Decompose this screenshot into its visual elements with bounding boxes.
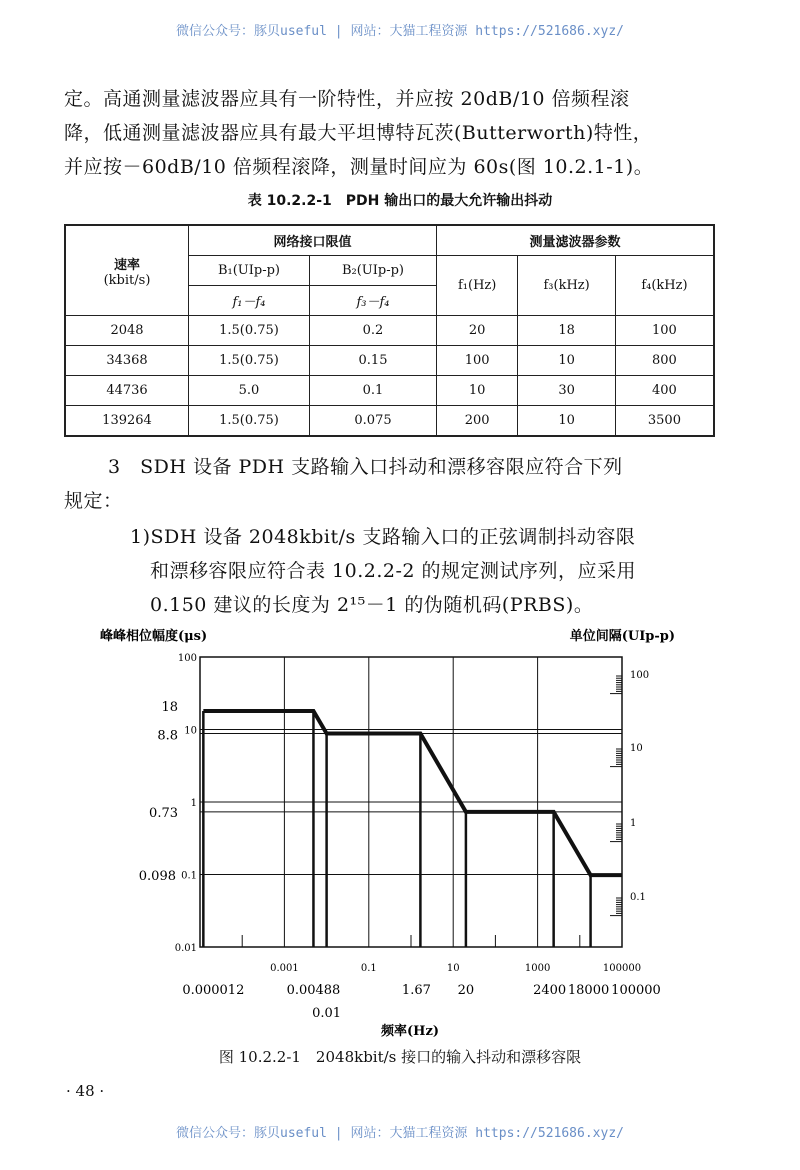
y-tick-label: 10 (184, 725, 197, 737)
table-cell: 10 (518, 346, 616, 376)
table-cell: 0.15 (310, 346, 437, 376)
page-number: · 48 · (66, 1082, 105, 1100)
x-mark-label: 100000 (611, 983, 661, 998)
y2-axis-title: 单位间隔(UIp-p) (569, 629, 675, 644)
y-tick-label: 1 (190, 798, 197, 809)
table-cell: 139264 (65, 406, 189, 437)
table-cell: 0.075 (310, 406, 437, 437)
table-row (65, 346, 714, 376)
text-line: 规定： (64, 490, 123, 512)
text-line: 降，低通测量滤波器应具有最大平坦博特瓦茨(Butterworth)特性， (64, 122, 653, 144)
y-tick-label: 0.01 (174, 943, 197, 954)
item-1 (130, 520, 730, 622)
table-cell: 10 (518, 406, 616, 437)
x-mark-label: 20 (457, 983, 475, 998)
table-cell: 18 (518, 316, 616, 346)
paragraph-filter (64, 82, 724, 184)
table-cell: 30 (518, 376, 616, 406)
table-cell: 100 (615, 316, 714, 346)
table-cell: 0.1 (310, 376, 437, 406)
table-row (65, 316, 714, 346)
watermark-top: 微信公众号：豚贝useful | 网站：大猫工程资源 https://521686.xyz/ (176, 24, 624, 39)
header-f1: f₁(Hz) (437, 256, 518, 316)
x-mark-label: 18000 (567, 983, 610, 998)
header-network-limits: 网络接口限值 (189, 225, 437, 256)
header-b2: B₂(UIp-p) (310, 256, 437, 286)
y-mark-label: 0.098 (138, 869, 176, 885)
y2-tick-label: 1 (630, 818, 637, 829)
x-mark-label: 0.00488 (286, 983, 341, 998)
x-tick-label: 10 (446, 963, 460, 974)
y2-tick-label: 0.1 (630, 892, 646, 903)
table-cell: 10 (437, 376, 518, 406)
header-f4: f₄(kHz) (615, 256, 714, 316)
text-line: 定。高通测量滤波器应具有一阶特性，并应按 20dB/10 倍频程滚 (64, 88, 630, 110)
table-cell: 800 (615, 346, 714, 376)
y-tick-label: 0.1 (181, 870, 197, 882)
text-line: 1)SDH 设备 2048kbit/s 支路输入口的正弦调制抖动容限 (130, 526, 636, 548)
text-line: 并应按－60dB/10 倍频程滚降，测量时间应为 60s(图 10.2.1-1)。 (64, 156, 654, 178)
header-f3: f₃(kHz) (518, 256, 616, 316)
table-cell: 3500 (615, 406, 714, 437)
x-mark-label: 2400 (533, 983, 567, 998)
x-mark-label: 1.67 (401, 983, 431, 998)
header-b2-range: f₃－f₄ (310, 286, 437, 316)
x-mark-label: 0.01 (312, 1006, 342, 1021)
table-cell: 1.5(0.75) (189, 316, 310, 346)
mask-line (203, 711, 622, 875)
table-cell: 0.2 (310, 316, 437, 346)
header-rate: 速率 (kbit/s) (65, 225, 189, 316)
table-row (65, 376, 714, 406)
watermark-bottom: 微信公众号：豚贝useful | 网站：大猫工程资源 https://521686.xyz/ (176, 1126, 624, 1141)
text-line: 3 SDH 设备 PDH 支路输入口抖动和漂移容限应符合下列 (108, 456, 623, 478)
table-cell: 5.0 (189, 376, 310, 406)
header-filter-params: 测量滤波器参数 (437, 225, 715, 256)
section-3 (64, 450, 724, 518)
x-mark-label: 0.000012 (182, 983, 245, 998)
jitter-table (64, 224, 715, 437)
table-caption: 表 10.2.2-1 PDH 输出口的最大允许输出抖动 (247, 193, 553, 209)
figure-caption: 图 10.2.2-1 2048kbit/s 接口的输入抖动和漂移容限 (218, 1048, 582, 1066)
table-cell: 1.5(0.75) (189, 406, 310, 437)
header-b1-range: f₁－f₄ (189, 286, 310, 316)
y-mark-label: 18 (161, 699, 178, 715)
y-mark-label: 0.73 (149, 805, 178, 821)
y2-tick-label: 100 (630, 670, 650, 681)
table-cell: 34368 (65, 346, 189, 376)
header-b1: B₁(UIp-p) (189, 256, 310, 286)
x-tick-label: 0.1 (360, 963, 377, 974)
y-tick-label: 100 (177, 653, 197, 664)
text-line: 0.150 建议的长度为 2¹⁵－1 的伪随机码(PRBS)。 (150, 594, 594, 616)
x-tick-label: 1000 (524, 963, 551, 974)
table-cell: 100 (437, 346, 518, 376)
x-axis-title: 频率(Hz) (381, 1024, 439, 1039)
table-cell: 20 (437, 316, 518, 346)
table-cell: 2048 (65, 316, 189, 346)
table-cell: 400 (615, 376, 714, 406)
jitter-tolerance-chart (90, 620, 690, 1040)
text-line: 和漂移容限应符合表 10.2.2-2 的规定测试序列，应采用 (150, 560, 637, 582)
x-tick-label: 100000 (602, 963, 642, 974)
y-axis-title: 峰峰相位幅度(μs) (100, 629, 208, 644)
table-cell: 1.5(0.75) (189, 346, 310, 376)
x-tick-label: 0.001 (270, 963, 299, 974)
y2-tick-label: 10 (630, 743, 643, 754)
y-mark-label: 8.8 (157, 728, 178, 744)
table-cell: 200 (437, 406, 518, 437)
table-row (65, 406, 714, 437)
table-cell: 44736 (65, 376, 189, 406)
